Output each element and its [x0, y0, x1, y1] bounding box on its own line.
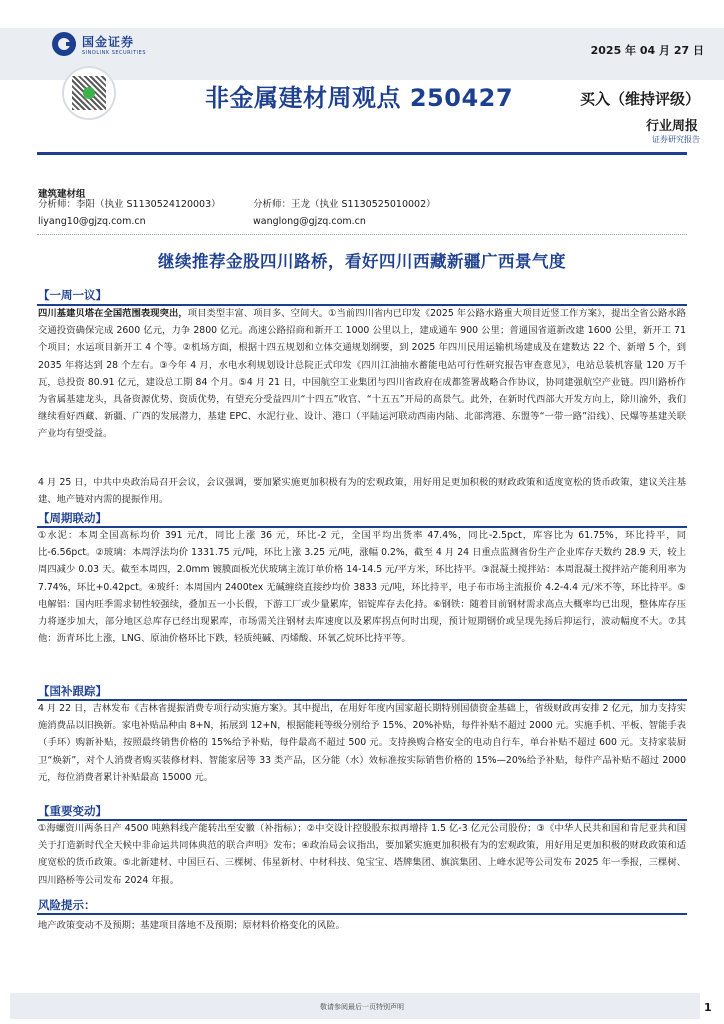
- section-weekly-view-lead: 四川基建贝塔在全国范围表现突出，: [38, 308, 188, 319]
- footer-disclaimer: 敬请参阅最后一页特别声明: [320, 1003, 404, 1011]
- report-subtype: 证券研究报告: [652, 135, 700, 144]
- report-title: 非金属建材周观点 250427: [205, 84, 514, 112]
- brand-logo: [52, 32, 146, 56]
- headline: 继续推荐金股四川路桥，看好四川西藏新疆广西景气度: [158, 252, 566, 271]
- page-number: 1: [704, 1001, 712, 1014]
- qr-code-icon: [62, 66, 116, 120]
- analyst-divider: [37, 234, 687, 235]
- analyst-1-name: 分析师：李阳（执业 S1130524120003）: [38, 199, 221, 210]
- section-subsidy-title: 【国补跟踪】: [38, 684, 107, 698]
- section-weekly-view-para2: 4 月 25 日，中共中央政治局召开会议，会议强调，要加紧实施更加积极有为的宏观政策，用好用足更加积极的财政政策和适度宽松的货币政策，建议关注基建、地产链对内需的提振作用。: [38, 477, 686, 506]
- section-subsidy-body: 4 月 22 日，吉林发布《吉林省提振消费专项行动实施方案》。其中提出，在用好年度内国家超长期特别国债资金基础上，省级财政再安排 2 亿元，加力支持实施消费品以旧换新。家电补贴品种由 8+N，拓展到 12+N，根据能耗等级分别给予 15%、20%补贴，每件补贴不超过 2000 元。实施手机、平板、智能手表（手环）购新补贴，按照最终销售价格的 15%给予补贴，每件最高不超过 500 元。支持换购合格安全的电动自行车，单台补贴不超过 600 元。支持家装厨卫“焕新”，对个人消费者购买装修材料、智能家居等 33 类产品，区分能（水）效标准按实际销售价格的 15%—20%给予补贴，每件产品补贴不超过 2000 元，每位消费者累计补贴最高 15000 元。: [38, 703, 686, 783]
- analyst-1-email[interactable]: liyang10@gjzq.com.cn: [38, 216, 146, 227]
- analyst-2-name: 分析师：王龙（执业 S1130525010002）: [253, 199, 436, 210]
- section-divider: [37, 913, 687, 915]
- section-cycle-body: ①水泥：本周全国高标均价 391 元/t，同比上涨 36 元，环比-2 元，全国平均出货率 47.4%，同比-2.5pct，库容比为 61.75%，环比持平，同比-6.56pct。②玻璃：本周浮法均价 1331.75 元/吨，环比上涨 3.25 元/吨，涨幅 0.2%，截至 4 月 24 日重点监测省份生产企业库存天数约 28.9 天，较上周四减少 0.03 天。截至本周四，2.0mm 镀膜面板光伏玻璃主流订单价格 14-14.5 元/平方米，环比持平。③混凝土搅拌站：本周混凝土搅拌站产能利用率为 7.74%，环比+0.42pct。④玻纤：本周国内 2400tex 无碱缠绕直接纱均价 3833 元/吨，环比持平，电子布市场主流报价 4.2-4.4 元/米不等，环比持平。⑤电解铝：国内旺季需求韧性较强续，叠加五一小长假，下游工厂或少量累库，铝锭库存去化持。⑥钢铁：随着目前钢材需求高点大概率均已出现，整体库存压力将逐步加大，部分地区总库存已经出现累库，市场需关注钢材去库速度以及累库拐点何时出现，预计短期钢价或呈现先扬后抑运行，波动幅度不大。⑦其他：沥青环比上涨，LNG、原油价格环比下跌，轻质纯碱、丙烯酸、环氧乙烷环比持平等。: [38, 530, 686, 645]
- section-changes-title: 【重要变动】: [38, 804, 107, 818]
- analyst-2-email[interactable]: wanglong@gjzq.com.cn: [253, 216, 366, 227]
- industry-group: 建筑建材组: [38, 189, 86, 200]
- analyst-2: [253, 196, 436, 230]
- analyst-1: [38, 196, 221, 230]
- rating-label: 买入（维持评级）: [580, 90, 701, 108]
- section-weekly-view-title: 【一周一议】: [38, 288, 107, 302]
- logo-mark-icon: [52, 32, 76, 56]
- report-date: 2025 年 04 月 27 日: [590, 44, 704, 57]
- logo-name-en: SINOLINK SECURITIES: [82, 49, 146, 56]
- section-risk-body: 地产政策变动不及预期；基建项目落地不及预期；原材料价格变化的风险。: [38, 920, 345, 931]
- logo-name-cn: 国金证券: [82, 34, 135, 49]
- section-risk-title: 风险提示：: [38, 898, 96, 912]
- section-cycle-title: 【周期联动】: [38, 511, 107, 525]
- section-weekly-view-text: 项目类型丰富、项目多、空间大。①当前四川省内已印发《2025 年公路水路重大项目近竖工作方案》，提出全省公路水路交通投资确保完成 2600 亿元，力争 2800 亿元。高速公路招商和新开工 1000 公里以上，建成通车 900 公里；普通国省道新改建 1600 公里，新开工 71 个项目；水运项目新开工 4 个等。②机场方面，根据十四五规划和立体交通规划纲要，到 2025 年四川民用运输机场建成及在建数达 22 个、新增 5 个，到 2035 年将达到 28 个左右。③今年 4 月，水电水利规划设计总院正式印发《四川江油抽水蓄能电站可行性研究报告审查意见》，电站总装机容量 120 万千瓦，总投资 80.91 亿元，建设总工期 84 个月。⑤4 月 21 日，中国航空工业集团与四川省政府在成都签署战略合作协议，协同建强航空产业链。四川路桥作为省属基建龙头，具备资源优势、资质优势，有望充分受益四川“十四五”收官、“十五五”开局的高景气。此外，在新时代西部大开发方向上，除川渝外，我们继续看好西藏、新疆、广西的发展潜力，基建 EPC、水泥行业、设计、港口（平陆运河联动西南内陆、北部湾港、东盟等“一带一路”沿线）、民爆等基建关联产业均有望受益。: [38, 308, 686, 440]
- section-changes-body: ①海螺资川两条日产 4500 吨熟料线产能转出至安徽（补指标）；②中交设计控股股东拟再增持 1.5 亿-3 亿元公司股份；③《中华人民共和国和肯尼亚共和国关于打造新时代全天候中非命运共同体典范的联合声明》发布；④政治局会议指出，要加紧实施更加积极有为的宏观政策，用好用足更加积极的财政政策和适度宽松的货币政策。⑤北新建材、中国巨石、三棵树、伟星新材、中材科技、兔宝宝、塔牌集团、旗滨集团、上峰水泥等公司发布 2025 年一季报，三棵树、四川路桥等公司发布 2024 年报。: [38, 823, 686, 886]
- section-weekly-view-body: [38, 305, 686, 443]
- report-type: 行业周报: [645, 119, 698, 134]
- header-divider: [37, 152, 687, 155]
